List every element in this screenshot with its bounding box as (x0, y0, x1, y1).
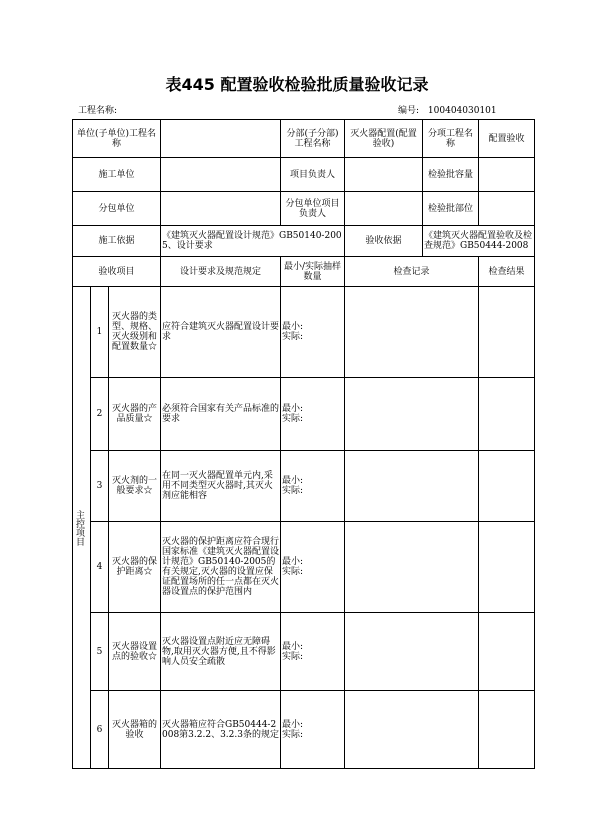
number-label: 编号: (398, 106, 420, 116)
subitem-value: 配置验收 (479, 120, 535, 158)
row-number: 5 (91, 613, 109, 691)
row-sample-actual: 实际: (282, 651, 304, 662)
construction-basis-value: 《建筑灭火器配置设计规范》GB50140-2005、设计要求 (161, 226, 345, 257)
construction-basis-label: 施工依据 (73, 226, 161, 257)
project-name-label: 工程名称: (78, 106, 118, 116)
table-row (73, 613, 535, 691)
subcontract-manager-value (345, 192, 423, 226)
batch-location-value (479, 192, 535, 226)
col-sample-header: 最小/实际抽样数量 (281, 257, 345, 287)
division-label: 分部(子分部)工程名称 (281, 120, 345, 158)
acceptance-basis-value: 《建筑灭火器配置验收及检查规范》GB50444-2008 (423, 226, 535, 257)
table-row (73, 522, 535, 613)
subcontract-unit-label: 分包单位 (73, 192, 161, 226)
row-sample (281, 522, 345, 613)
row-sample-actual: 实际: (282, 567, 304, 577)
col-item-header: 验收项目 (73, 257, 161, 287)
construction-unit-value (161, 158, 281, 192)
division-value: 灭火器配置(配置验收) (345, 120, 423, 158)
row-sample-min: 最小: (282, 322, 304, 332)
row-record (345, 287, 479, 378)
unit-value (161, 120, 281, 158)
row-sample-actual: 实际: (282, 414, 304, 424)
row-sample-min: 最小: (282, 557, 304, 567)
row-requirement: 灭火器的保护距离应符合现行国家标准《建筑灭火器配置设计规范》GB50140-2005的有关规定,灭火器的设置应保证配置场所的任一点都在灭火器设置点的保护范围内 (161, 522, 281, 613)
row-sample (281, 691, 345, 769)
number-value: 100404030101 (427, 106, 497, 116)
row-result (479, 522, 535, 613)
main-control-text: 主控项目 (74, 509, 84, 546)
row-sample-min: 最小: (282, 476, 304, 486)
row-sample-min: 最小: (282, 719, 304, 730)
construction-unit-label: 施工单位 (73, 158, 161, 192)
col-result-header: 检查结果 (479, 257, 535, 287)
row-result (479, 378, 535, 451)
row-number: 6 (91, 691, 109, 769)
batch-capacity-label: 检验批容量 (423, 158, 479, 192)
row-sample-min: 最小: (282, 404, 304, 414)
table-row (73, 691, 535, 769)
row-record (345, 613, 479, 691)
row-requirement: 灭火器设置点附近应无障碍物,取用灭火器方便,且不得影响人员安全疏散 (161, 613, 281, 691)
row-record (345, 378, 479, 451)
row-record (345, 451, 479, 522)
table-row (73, 287, 535, 378)
row-number: 1 (91, 287, 109, 378)
row-record (345, 522, 479, 613)
subcontract-unit-value (161, 192, 281, 226)
row-result (479, 691, 535, 769)
page-title: 表445 配置验收检验批质量验收记录 (165, 75, 429, 94)
batch-location-label: 检验批部位 (423, 192, 479, 226)
row-item-name: 灭火器的类型、规格、灭火级别和配置数量☆ (109, 287, 161, 378)
row-sample-min: 最小: (282, 641, 304, 652)
row-sample-actual: 实际: (282, 332, 304, 342)
row-requirement: 在同一灭火器配置单元内,采用不同类型灭火器时,其灭火剂应能相容 (161, 451, 281, 522)
row-record (345, 691, 479, 769)
row-requirement: 灭火器箱应符合GB50444-2008第3.2.2、3.2.3条的规定 (161, 691, 281, 769)
row-requirement: 应符合建筑灭火器配置设计要求 (161, 287, 281, 378)
row-item-name: 灭火器的保护距离☆ (109, 522, 161, 613)
row-result (479, 287, 535, 378)
number-field (398, 103, 497, 116)
row-item-name: 灭火剂的一般要求☆ (109, 451, 161, 522)
unit-label: 单位(子单位)工程名称 (73, 120, 161, 158)
row-sample (281, 378, 345, 451)
row-sample-actual: 实际: (282, 729, 304, 740)
row-number: 3 (91, 451, 109, 522)
acceptance-basis-label: 验收依据 (345, 226, 423, 257)
row-item-name: 灭火器箱的验收 (109, 691, 161, 769)
subitem-label: 分项工程名称 (423, 120, 479, 158)
row-sample (281, 613, 345, 691)
row-result (479, 451, 535, 522)
col-record-header: 检查记录 (345, 257, 479, 287)
col-requirement-header: 设计要求及规范规定 (161, 257, 281, 287)
project-manager-label: 项目负责人 (281, 158, 345, 192)
row-requirement: 必须符合国家有关产品标准的要求 (161, 378, 281, 451)
subcontract-manager-label: 分包单位项目负责人 (281, 192, 345, 226)
row-item-name: 灭火器设置点的验收☆ (109, 613, 161, 691)
table-row (73, 451, 535, 522)
project-manager-value (345, 158, 423, 192)
main-control-label (73, 287, 91, 769)
table-row (73, 378, 535, 451)
row-number: 4 (91, 522, 109, 613)
batch-capacity-value (479, 158, 535, 192)
row-number: 2 (91, 378, 109, 451)
acceptance-record-table (72, 119, 535, 769)
row-sample (281, 451, 345, 522)
row-result (479, 613, 535, 691)
row-sample-actual: 实际: (282, 486, 304, 496)
row-sample (281, 287, 345, 378)
row-item-name: 灭火器的产品质量☆ (109, 378, 161, 451)
